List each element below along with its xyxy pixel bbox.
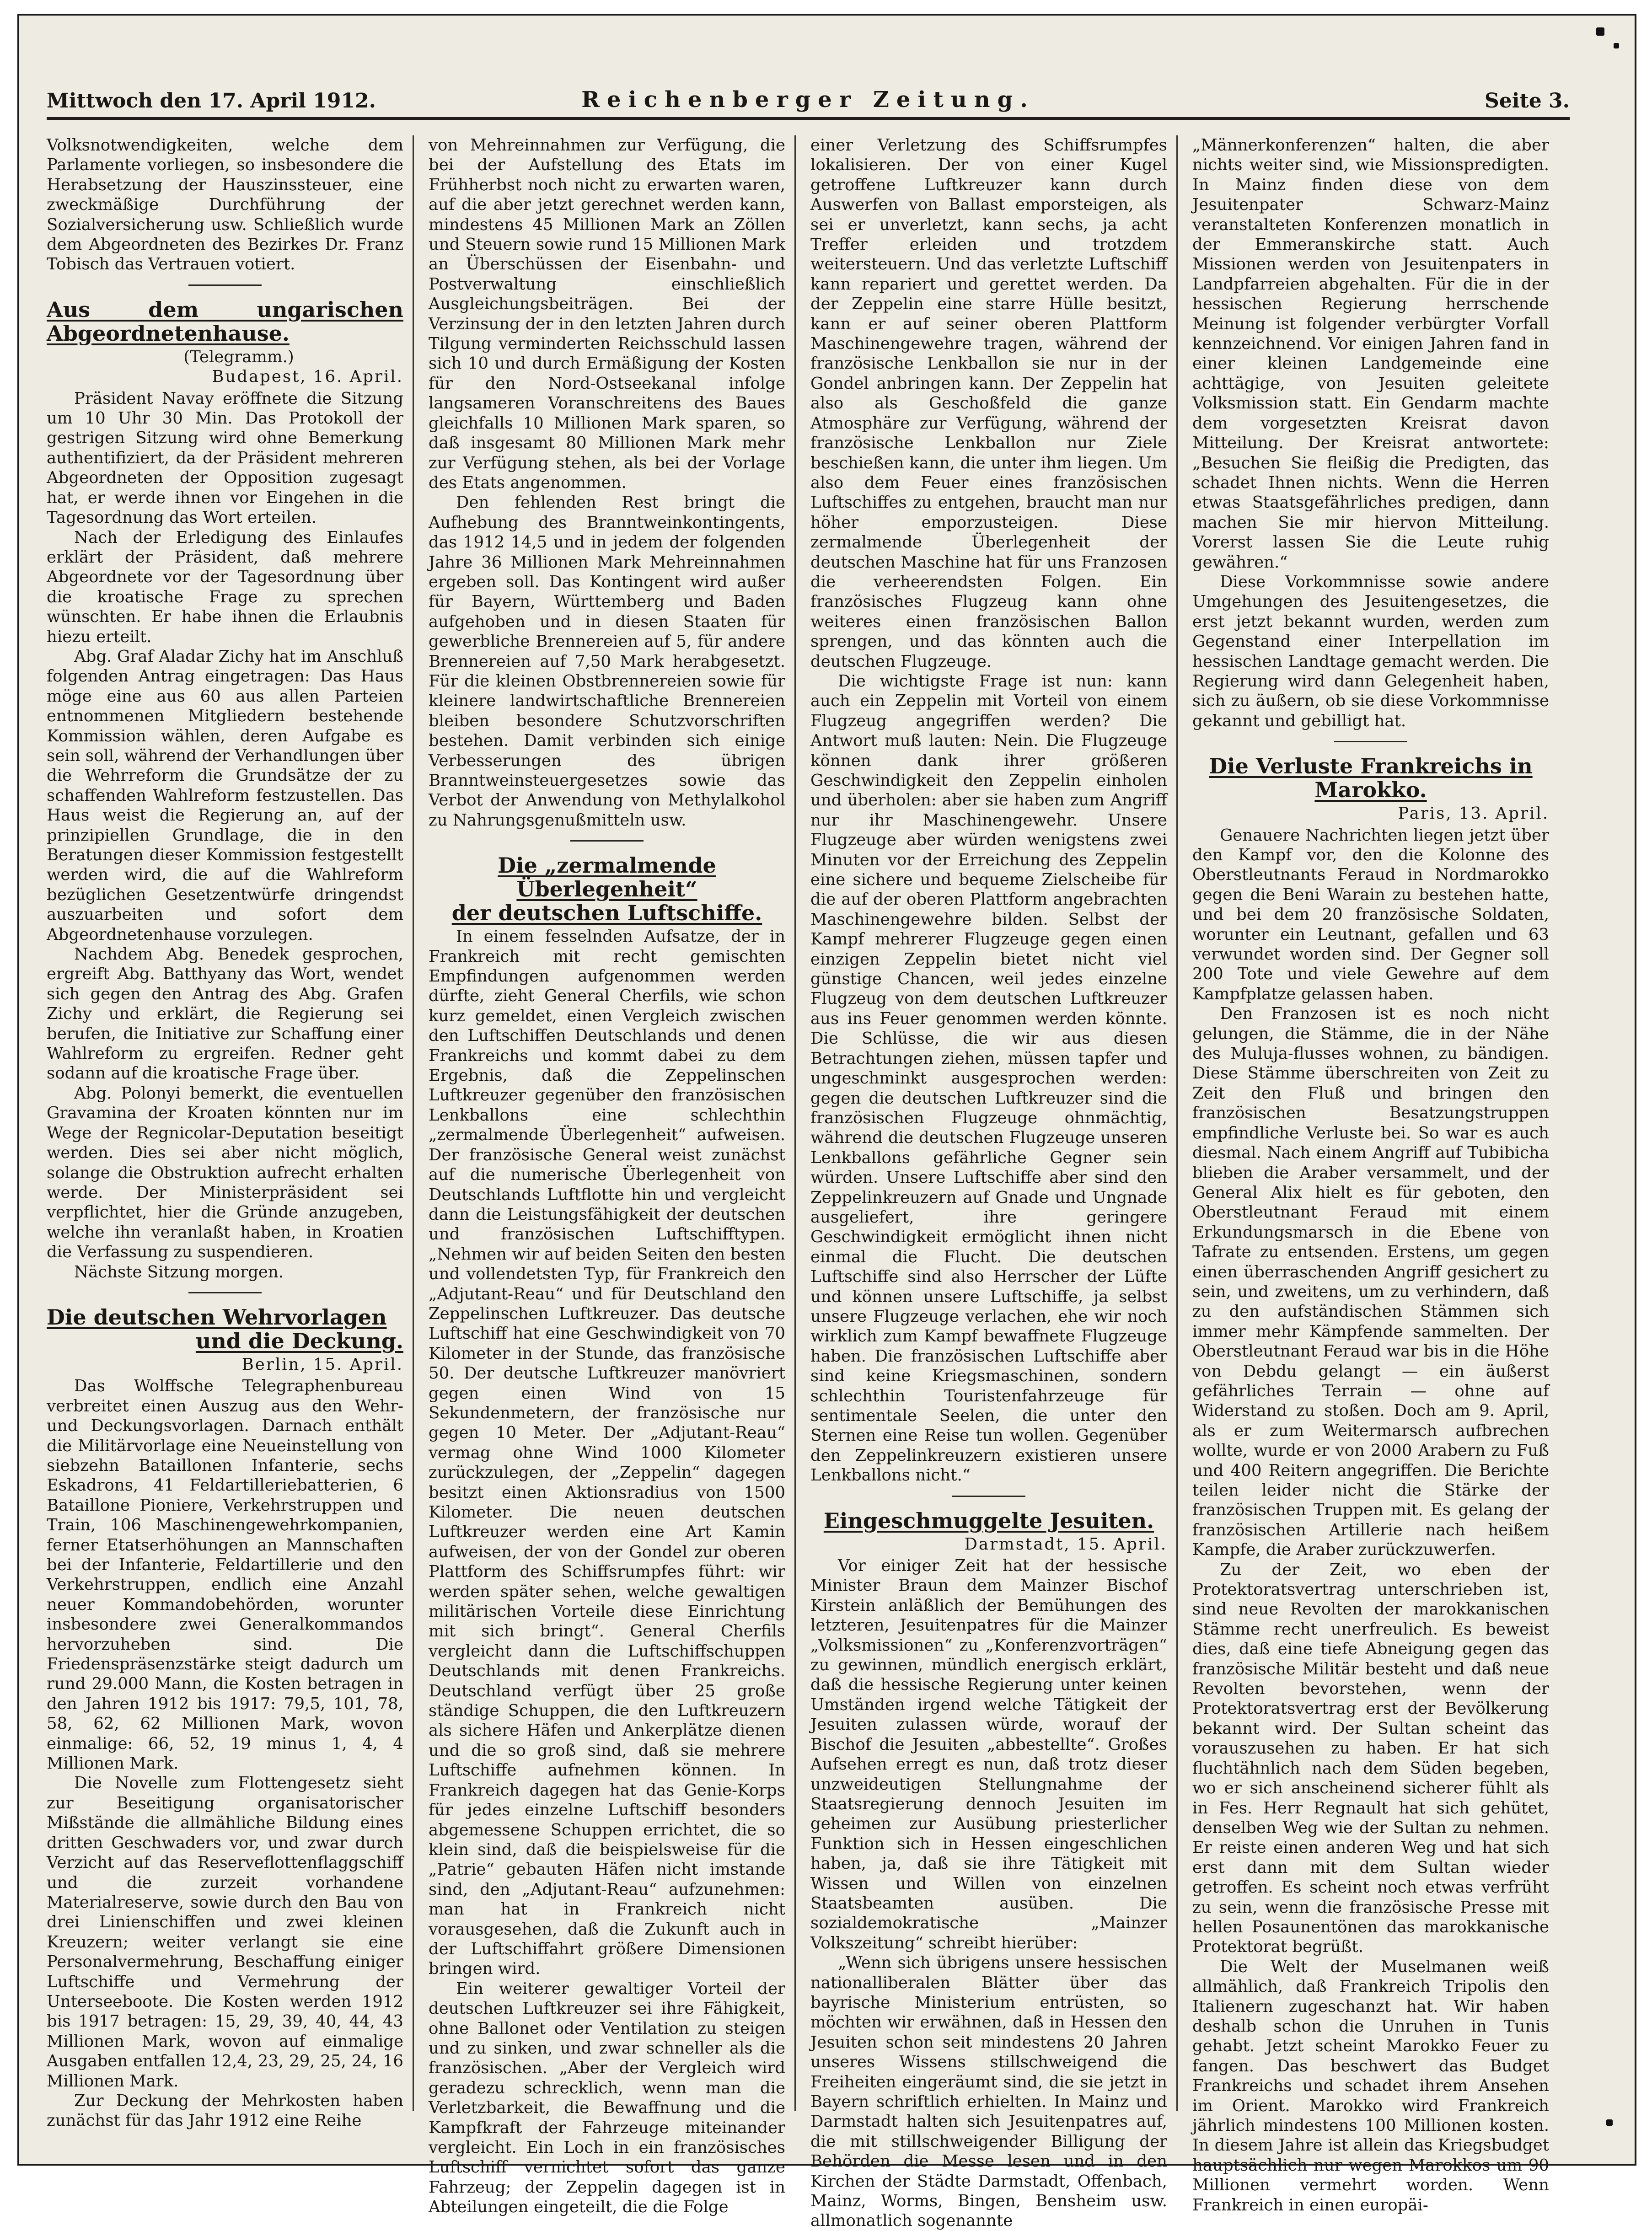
paragraph: In einem fesselnden Aufsatze, der in Frankreich mit recht gemischten Empfindungen aufgenommen werden dürfte, zieht General Cherfils, wie schon kurz gemeldet, einen Vergleich zwischen den Luftschiffen Deutschlands und denen Frankreichs und kommt dabei zu dem Ergebnis, daß die Zeppelinschen Luftkreuzer gegenüber den französischen Lenkballons eine schlechthin „zermalmende Überlegenheit“ aufweisen. Der französische General weist zunächst auf die numerische Überlegenheit von Deutschlands Luftflotte hin und vergleicht dann die Leistungsfähigkeit der deutschen und französischen Luftschifftypen. „Nehmen wir auf beiden Seiten den besten und vollendetsten Typ, für Frankreich den „Adjutant-Reau“ und für Deutschland den Zeppelinschen Luftkreuzer. Das deutsche Luftschiff hat eine Geschwindigkeit von 70 Kilometer in der Stunde, das französische 50. Der deutsche Luftkreuzer manövriert gegen einen Wind von 15 Sekundenmetern, der französische nur gegen 10 Meter. Der „Adjutant-Reau“ vermag ohne Wind 1000 Kilometer zurückzulegen, der „Zeppelin“ dagegen besitzt einen Aktionsradius von 1500 Kilometer. Die neuen deutschen Luftkreuzer werden eine Art Kamin aufweisen, der von der Gondel zur oberen Plattform des Schiffsrumpfes führt: wir werden später sehen, welche gewaltigen militärischen Vorteile diese Einrichtung mit sich bringt“. General Cherfils vergleicht dann die Luftschiffschuppen Deutschlands mit denen Frankreichs. Deutschland verfügt über 25 große ständige Schuppen, die den Luftkreuzern als sichere Häfen und Ankerplätze dienen und die so groß sind, daß sie mehrere Luftschiffe aufnehmen können. In Frankreich dagegen hat das Genie-Korps für jedes einzelne Luftschiff besonders abgemessene Schuppen errichtet, die so klein sind, daß die beispielsweise für die „Patrie“ gebauten Häfen nicht imstande sind, den „Adjutant-Reau“ aufzunehmen: man hat in Frankreich nicht vorausgesehen, daß die Zukunft auch in der Luftschiffahrt größere Dimensionen bringen wird. [429,927,785,1979]
paragraph: Vor einiger Zeit hat der hessische Minister Braun dem Mainzer Bischof Kirstein anläßlich der Bemühungen des letzteren, Jesuitenpatres für die Mainzer „Volksmissionen“ zu „Konferenzvorträgen“ zu gewinnen, mündlich energisch erklärt, daß die hessische Regierung unter keinen Umständen irgend welche Tätigkeit der Jesuiten zulassen würde, worauf der Bischof die Jesuiten „abbestellte“. Großes Aufsehen erregt es nun, daß trotz dieser unzweideutigen Stellungnahme der Staatsregierung dennoch Jesuiten im geheimen zur Ausübung priesterlicher Funktion sich in Hessen eingeschlichen haben, ja, daß sie ihre Tätigkeit mit Wissen und Willen von einzelnen Staatsbeamten ausüben. Die sozialdemokratische „Mainzer Volkszeitung“ schreibt hierüber: [810,1556,1167,1952]
paragraph: Zu der Zeit, wo eben der Protektoratsvertrag unterschrieben ist, sind neue Revolten der marokkanischen Stämme recht unerfreulich. Es beweist dies, daß eine tiefe Abneigung gegen das französische Militär besteht und daß neue Revolten bevorstehen, wenn der Protektoratsvertrag erst der Bevölkerung bekannt wird. Der Sultan scheint das vorauszusehen zu haben. Er hat sich fluchtähnlich nach dem Süden begeben, wo er sich anscheinend sicherer fühlt als in Fes. Herr Regnault hat sich gehütet, denselben Weg wie der Sultan zu nehmen. Er reiste einen anderen Weg und hat sich erst dann mit dem Sultan wieder getroffen. Es scheint noch etwas verfrüht zu sein, wenn die französische Presse mit hellen Posaunentönen das marokkanische Protektorat begrüßt. [1192,1560,1549,1957]
paragraph: Diese Vorkommnisse sowie andere Umgehungen des Jesuitengesetzes, die erst jetzt bekannt wurden, werden zum Gegenstand einer Interpellation im hessischen Landtage gemacht werden. Die Regierung wird dann Gelegenheit haben, sich zu äußern, ob sie diese Vorkommnisse gekannt und gebilligt hat. [1192,572,1549,730]
paragraph: Die wichtigste Frage ist nun: kann auch ein Zeppelin mit Vorteil von einem Flugzeug angegriffen werden? Die Antwort muß lauten: Nein. Die Flugzeuge können dank ihrer größeren Geschwindigkeit den Zeppelin einholen und überholen: aber sie haben zum Angriff nur ihr Maschinengewehr. Unsere Flugzeuge aber würden wenigstens zwei Minuten vor der Erreichung des Zeppelin eine sichere und bequeme Zielscheibe für die auf der oberen Plattform angebrachten Maschinengewehre bilden. Selbst der Kampf mehrerer Flugzeuge gegen einen einzigen Zeppelin bietet nicht viel günstige Chancen, weil jedes einzelne Flugzeug von dem deutschen Luftkreuzer aus ins Feuer genommen werden könnte. Die Schlüsse, die wir aus diesen Betrachtungen ziehen, müssen tapfer und ungeschminkt ausgesprochen werden: gegen die deutschen Luftkreuzer sind die französischen Flugzeuge ohnmächtig, während die deutschen Flugzeuge unseren Lenkballons gefährliche Gegner sein würden. Unsere Luftschiffe aber sind den Zeppelinkreuzern auf Gnade und Ungnade ausgeliefert, ihre geringere Geschwindigkeit ermöglicht ihnen nicht einmal die Flucht. Die deutschen Luftschiffe sind also Herrscher der Lüfte und können unsere Luftschiffe, ja selbst unsere Flugzeuge verlachen, ehe wir noch wirklich zum Kampf bewaffnete Flugzeuge haben. Die französischen Luftschiffe aber sind keine Kriegsmaschinen, sondern schlechthin Touristenfahrzeuge für sentimentale Seelen, die unter den Sternen eine Reise tun wollen. Gegenüber den Zeppelinkreuzern existieren unsere Lenkballons nicht.“ [810,671,1167,1485]
dateline: Budapest, 16. April. [212,367,403,386]
column-1 [47,135,403,2130]
newspaper-title: Reichenberger Zeitung. [581,87,1035,113]
paragraph: „Wenn sich übrigens unsere hessischen nationalliberalen Blätter über das bayrische Ministerium entrüsten, so möchten wir erwähnen, daß in Hessen den Jesuiten schon seit mindestens 20 Jahren unseres Wissens stillschweigend die Freiheiten eingeräumt sind, die sie jetzt in Bayern schriftlich erhielten. In Mainz und Darmstadt halten sich Jesuitenpatres auf, die mit stillschweigender Billigung der Behörden die Messe lesen und in den Kirchen der Städte Darmstadt, Offenbach, Mainz, Worms, Bingen, Bensheim usw. allmonatlich sogenannte [810,1953,1167,2231]
column-rule [794,135,796,2111]
paragraph: Die Novelle zum Flottengesetz sieht zur Beseitigung organisatorischer Mißstände die allmähliche Bildung eines dritten Geschwaders vor, und zwar durch Verzicht auf das Reserveflottenflaggschiff und die zurzeit vorhandene Materialreserve, sowie durch den Bau von drei Linienschiffen und zwei kleinen Kreuzern; weiter verlangt sie eine Personalvermehrung, Beschaffung einiger Luftschiffe und Vermehrung der Unterseeboote. Die Kosten werden 1912 bis 1917 betragen: 15, 29, 39, 40, 44, 43 Millionen Mark, wovon auf einmalige Ausgaben entfallen 12,4, 23, 29, 25, 24, 16 Millionen Mark. [47,1774,403,2091]
paragraph: Den Franzosen ist es noch nicht gelungen, die Stämme, die in der Nähe des Muluja-flusses wohnen, zu bändigen. Diese Stämme überschreiten von Zeit zu Zeit den Fluß und bringen den französischen Besatzungstruppen empfindliche Verluste bei. So war es auch diesmal. Nach einem Angriff auf Tubibicha blieben die Araber versammelt, und der General Alix hielt es für geboten, den Oberstleutnant Feraud mit einem Erkundungsmarsch in die Ebene von Tafrate zu entsenden. Erstens, um gegen einen überraschenden Angriff gesichert zu sein, und zweitens, um zu verhindern, daß zu den aufständischen Stämmen sich immer mehr Kämpfende sammelten. Der Oberstleutnant Feraud war bis in die Höhe von Debdu gelangt — ein äußerst gefährliches Terrain — ohne auf Widerstand zu stoßen. Doch am 9. April, als er zum Weitermarsch aufbrechen wollte, wurde er von 2000 Arabern zu Fuß und 400 Reitern angegriffen. Die Berichte teilen leider nicht die Stärke der französischen Truppen mit. Es gelang der französischen Artillerie nach heißem Kampfe, die Araber zurückzuwerfen. [1192,1004,1549,1560]
newspaper-page [17,14,1636,2231]
paragraph: Nächste Sitzung morgen. [74,1262,284,1282]
article-continuation: einer Verletzung des Schiffsrumpfes lokalisieren. Der von einer Kugel getroffene Luftkreuzer kann durch Auswerfen von Ballast emporsteigen, als sei er unverletzt, kann sechs, ja acht Treffer erleiden und trotzdem weitersteuern. Und das verletzte Luftschiff kann repariert und gerettet werden. Da der Zeppelin eine starre Hülle besitzt, kann er auf seiner oberen Plattform Maschinengewehre tragen, während der französische Lenkballon sie nur in der Gondel anbringen kann. Der Zeppelin hat also als Geschoßfeld die ganze Atmosphäre zur Verfügung, während der französische Lenkballon nur Ziele beschießen kann, die unter ihm liegen. Um also dem Feuer eines französischen Luftschiffes zu entgehen, braucht man nur höher emporzusteigen. Diese zermalmende Überlegenheit der deutschen Maschine hat für uns Franzosen die verheerendsten Folgen. Ein französisches Flugzeug kann ohne weiteres einen französischen Ballon sprengen, und das könnten auch die deutschen Flugzeuge. [810,136,1167,671]
paragraph: Präsident Navay eröffnete die Sitzung um 10 Uhr 30 Min. Das Protokoll der gestrigen Sitzung wird ohne Bemerkung authentifiziert, da der Präsident mehreren Abgeordneten der Opposition zugesagt hat, er werde ihnen vor Eingehen in die Tagesordnung das Wort erteilen. [47,389,403,527]
headline-frankreich-marokko: Die Verluste Frankreichs in Marokko. [1209,754,1533,803]
issue-date: Mittwoch den 17. April 1912. [47,89,376,113]
paragraph: Das Wolffsche Telegraphenbureau verbreitet einen Auszug aus den Wehr- und Deckungsvorlagen. Darnach enthält die Militärvorlage eine Neueinstellung von siebzehn Bataillonen Infanterie, sechs Eskadrons, 41 Feldartilleriebatterien, 6 Bataillone Pioniere, Verkehrstruppen und Train, 106 Maschinengewehrkompanien, ferner Etatserhöhungen an Mannschaften bei der Infanterie, Feldartillerie und den Verkehrstruppen, endlich eine Anzahl neuer Kommandobehörden, worunter insbesondere zwei Generalkommandos hervorzuheben sind. Die Friedenspräsenzstärke steigt dadurch um rund 29.000 Mann, die Kosten betragen in den Jahren 1912 bis 1917: 79,5, 101, 78, 58, 62, 62 Millionen Mark, wovon einmalige: 66, 52, 19 minus 1, 4, 4 Millionen Mark. [47,1377,403,1773]
headline-line-1: Die „zermalmende Überlegenheit“ [498,853,716,902]
headline-line-2: der deutschen Luftschiffe. [451,901,762,926]
article-continuation: von Mehreinnahmen zur Verfügung, die bei der Aufstellung des Etats im Frühherbst noch nicht zu erwarten waren, auf die aber jetzt gerechnet werden kann, mindestens 45 Millionen Mark an Zöllen und Steuern sowie rund 15 Millionen Mark an Überschüssen der Eisenbahn- und Postverwaltung einschließlich Ausgleichungsbeiträgen. Bei der Verzinsung der in den letzten Jahren durch Tilgung verminderten Reichsschuld lassen sich 10 und durch Ermäßigung der Kosten für den Nord-Ostseekanal infolge langsameren Voranschreitens des Baues gleichfalls 10 Millionen Mark sparen, so daß insgesamt 80 Millionen Mark mehr zur Verfügung stehen, als bei der Vorlage des Etats angenommen. [429,136,785,492]
print-speck [1606,2119,1613,2126]
dateline: Darmstadt, 15. April. [964,1534,1167,1554]
headline-ungarisches-abgeordnetenhaus: Aus dem ungarischen Abgeordnetenhause. [47,297,403,346]
paragraph: Nachdem Abg. Benedek gesprochen, ergreift Abg. Batthyany das Wort, wendet sich gegen den Antrag des Abg. Grafen Zichy und erklärt, die Regierung sei berufen, die Initiative zur Schaffung einer Wahlreform zu ergreifen. Redner geht sodann auf die kroatische Frage über. [47,945,403,1083]
headline-wehrvorlagen [47,1305,403,1353]
paragraph: Abg. Graf Aladar Zichy hat im Anschluß folgenden Antrag eingetragen: Das Haus möge eine aus 60 aus allen Parteien entnommenen Mitgliedern bestehende Kommission wählen, deren Aufgabe es sein soll, während der Verhandlungen über die Wehrreform die Grundsätze der zu schaffenden Wahlreform festzustellen. Das Haus weist die Regierung an, auf der prinzipiellen Grundlage, die in den Beratungen dieser Kommission festgestellt werden wird, die auf die Wahlreform bezüglichen Gesetzentwürfe dringendst auszuarbeiten und sofort dem Abgeordnetenhause vorzulegen. [47,647,403,944]
masthead [47,84,1570,120]
subheading-telegramm: (Telegramm.) [183,347,294,366]
print-speck [1596,27,1604,36]
divider [952,1496,1025,1497]
headline-jesuiten: Eingeschmuggelte Jesuiten. [823,1508,1154,1533]
dateline: Paris, 13. April. [1398,804,1549,823]
paragraph: Ein weiterer gewaltiger Vorteil der deutschen Luftkreuzer sei ihre Fähigkeit, ohne Ballonet oder Ventilation zu steigen und zu sinken, und zwar schneller als die französischen. „Aber der Vergleich wird geradezu schrecklich, wenn man die Verletzbarkeit, die Bewaffnung und die Kampfkraft der Fahrzeuge miteinander vergleicht. Ein Loch in ein französisches Luftschiff vernichtet sofort das ganze Fahrzeug; der Zeppelin dagegen ist in Abteilungen eingeteilt, die die Folge [429,1979,785,2217]
paragraph: Die Welt der Muselmanen weiß allmählich, daß Frankreich Tripolis den Italienern zugeschanzt hat. Wir haben deshalb schon die Unruhen in Tunis gehabt. Jetzt scheint Marokko Feuer zu fangen. Das beschwert das Budget Frankreichs und schadet ihrem Ansehen im Orient. Marokko wird Frankreich jährlich mindestens 100 Millionen kosten. In diesem Jahre ist allein das Kriegsbudget hauptsächlich nur wegen Marokkos um 90 Millionen vermehrt worden. Wenn Frankreich in einen europäi- [1192,1957,1549,2215]
paragraph: Genauere Nachrichten liegen jetzt über den Kampf vor, den die Kolonne des Oberstleutnants Feraud in Nordmarokko gegen die Beni Warain zu bestehen hatte, und bei dem 20 französische Soldaten, worunter ein Leutnant, gefallen und 63 verwundet worden sind. Der Gegner soll 200 Tote und viele Gewehre auf dem Kampfplatze gelassen haben. [1192,826,1549,1003]
divider [570,840,644,842]
headline-line-1: Die deutschen Wehrvorlagen [47,1304,387,1330]
page-number: Seite 3. [1484,89,1570,113]
headline-line-2: und die Deckung. [195,1328,403,1353]
column-3 [810,135,1167,2231]
paragraph: Nach der Erledigung des Einlaufes erklärt der Präsident, daß mehrere Abgeordnete vor der Tagesordnung über die kroatische Frage zu sprechen wünschten. Er habe ihnen die Erlaubnis hiezu erteilt. [47,528,403,646]
column-rule [1176,135,1178,2111]
divider [188,284,262,286]
paragraph: Den fehlenden Rest bringt die Aufhebung des Branntweinkontingents, das 1912 14,5 und in jedem der folgenden Jahre 36 Millionen Mark Mehreinnahmen ergeben soll. Das Kontingent wird außer für Bayern, Württemberg und Baden aufgehoben und in diesen Staaten für gewerbliche Brennereien auf 5, für andere Brennereien auf 7,50 Mark herabgesetzt. Für die kleinen Obstbrennereien sowie für kleinere landwirtschaftliche Brennereien bleiben besondere Schutzvorschriften bestehen. Damit verbinden sich einige Verbesserungen des übrigen Branntweinsteuergesetzes sowie das Verbot der Anwendung von Methylalkohol zu Nahrungsgenußmitteln usw. [429,493,785,830]
article-continuation: Volksnotwendigkeiten, welche dem Parlamente vorliegen, so insbesondere die Herabsetzung der Hauszinssteuer, eine zweckmäßige Durchführung der Sozialversicherung usw. Schließlich wurde dem Abgeordneten des Bezirkes Dr. Franz Tobisch das Vertrauen votiert. [47,136,403,274]
headline-luftschiffe [429,853,785,925]
paragraph: Zur Deckung der Mehrkosten haben zunächst für das Jahr 1912 eine Reihe [47,2091,403,2130]
dateline: Berlin, 15. April. [241,1355,403,1374]
column-4 [1192,135,1549,2215]
column-rule [413,135,414,2111]
column-2 [429,135,785,2217]
article-continuation: „Männerkonferenzen“ halten, die aber nichts weiter sind, wie Missionspredigten. In Mainz finden diese von dem Jesuitenpater Schwarz-Mainz veranstalteten Konferenzen monatlich in der Emmeranskirche statt. Auch Missionen werden von Jesuitenpaters in Landpfarreien abgehalten. Für die in der hessischen Regierung herrschende Meinung ist folgender verbürgter Vorfall kennzeichnend. Vor einigen Jahren fand in einer kleinen Landgemeinde eine achttägige, von Jesuiten geleitete Volksmission statt. Ein Gendarm machte dem vorgesetzten Kreisrat davon Mitteilung. Der Kreisrat antwortete: „Besuchen Sie fleißig die Predigten, das schadet Ihnen nichts. Wenn die Herren etwas Staatsgefährliches predigen, dann machen Sie mir hiervon Mitteilung. Vorerst lassen Sie die Leute ruhig gewähren.“ [1192,136,1549,572]
divider [188,1292,262,1293]
print-speck [1614,43,1619,48]
divider [1334,741,1407,742]
paragraph: Abg. Polonyi bemerkt, die eventuellen Gravamina der Kroaten könnten nur im Wege der Regnicolar-Deputation beseitigt werden. Dies sei aber nicht möglich, solange die Obstruktion aufrecht erhalten werde. Der Ministerpräsident sei verpflichtet, hier die Gründe anzugeben, welche ihn veranlaßt haben, in Kroatien die Verfassung zu suspendieren. [47,1083,403,1262]
